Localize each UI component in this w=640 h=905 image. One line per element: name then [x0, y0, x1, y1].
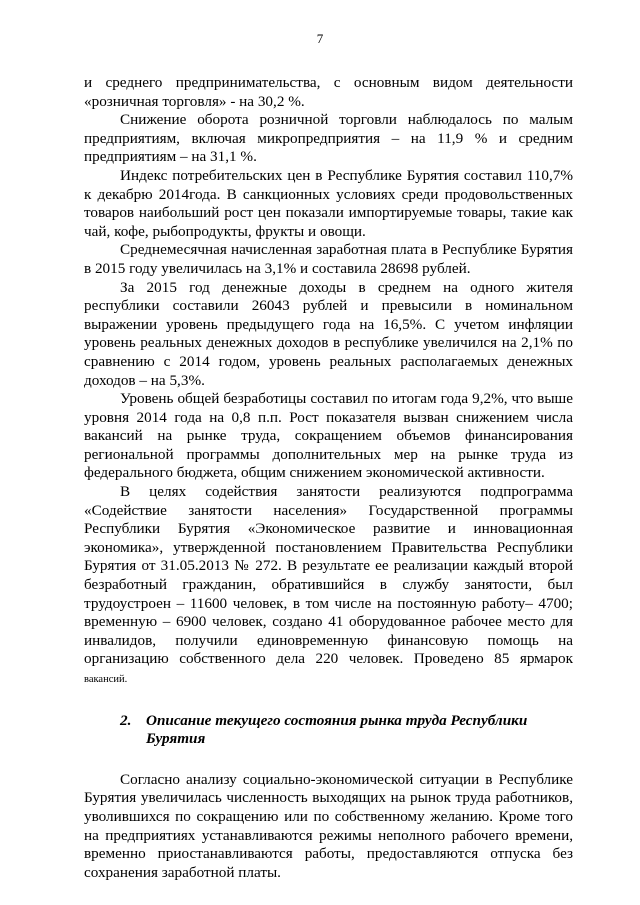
- page-number: 7: [316, 31, 324, 46]
- section-title-line1: Описание текущего состояния рынка труда Республики: [146, 711, 528, 729]
- document-body: [84, 74, 573, 882]
- paragraph-unemployment: Уровень общей безработицы составил по итогам года 9,2%, что выше уровня 2014 года на 0,8 п.п. Рост показателя вызван снижением числа вакансий на рынке труда, сокращением объемов финансирования региональной программы дополнительных мер на рынке труда из федерального бюджета, общим снижением экономической активности.: [84, 390, 573, 482]
- paragraph-employment-program-tail: вакансий.: [84, 674, 128, 685]
- section-title-line2: Бурятия: [146, 730, 206, 748]
- section-number: 2.: [120, 711, 132, 729]
- paragraph-employment-program: [84, 483, 573, 690]
- paragraph-retail-share: и среднего предпринимательства, с основным видом деятельности «розничная торговля» - на 30,2 %.: [84, 74, 573, 110]
- paragraph-retail-turnover: Снижение оборота розничной торговли наблюдалось по малым предприятиям, включая микропредприятия – на 11,9 % и средним предприятиям – на 31,1 %.: [84, 111, 573, 166]
- paragraph-consumer-prices: Индекс потребительских цен в Республике Бурятия составил 110,7% к декабрю 2014года. В санкционных условиях среди продовольственных товаров наибольший рост цен показали импортируемые товары, такие как чай, кофе, рыбопродукты, фрукты и овощи.: [84, 166, 573, 240]
- paragraph-employment-program-text: В целях содействия занятости реализуются подпрограмма «Содействие занятости населения» Государственной программы Республики Бурятия «Экономическое развитие и инновационная экономика», утвержденной постановлением Правительства Республики Бурятия от 31.05.2013 № 272. В результате ее реализации каждый второй безработный гражданин, обратившийся в службу занятости, был трудоустроен – 11600 человек, в том числе на постоянную работу– 4700; временную – 6900 человек, создано 41 оборудованное рабочее место для инвалидов, получили единовременную финансовую помощь на организацию собственного дела 220 человек. Проведено 85 ярмарок: [84, 483, 573, 668]
- section-gap: [84, 749, 573, 771]
- paragraph-labor-market: Согласно анализу социально-экономической ситуации в Республике Бурятия увеличилась численность выходящих на рынок труда работников, уволившихся по сокращению или по собственному желанию. Кроме того на предприятиях устанавливаются режимы неполного рабочего времени, временно приостанавливаются работы, предоставляются отпуска без сохранения заработной платы.: [84, 770, 573, 881]
- section-heading: [84, 712, 573, 749]
- paragraph-average-wage: Среднемесячная начисленная заработная плата в Республике Бурятия в 2015 году увеличилась на 3,1% и составила 28698 рублей.: [84, 241, 573, 277]
- paragraph-income: За 2015 год денежные доходы в среднем на одного жителя республики составили 26043 рублей и превысили в номинальном выражении уровень предыдущего года на 16,5%. С учетом инфляции уровень реальных денежных доходов в республике увеличился на 2,1% по сравнению с 2014 годом, уровень реальных располагаемых денежных доходов – на 5,3%.: [84, 278, 573, 389]
